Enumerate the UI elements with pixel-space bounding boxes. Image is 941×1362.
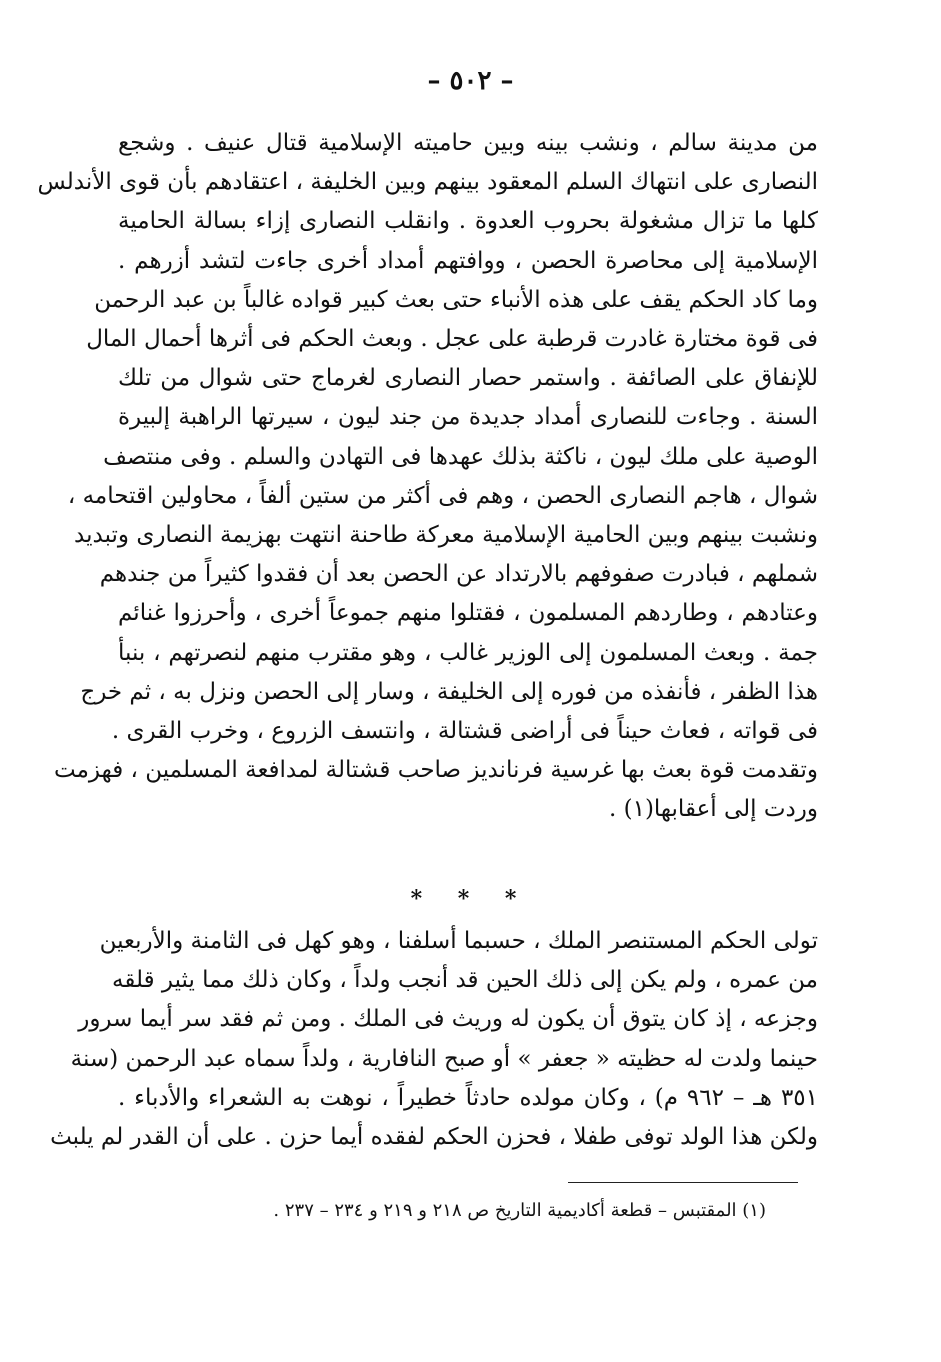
paragraph-1 (37, 124, 818, 830)
text-line: من عمره ، ولم يكن إلى ذلك الحين قد أنجب ولداً ، وكان ذلك مما يثير قلقه (112, 967, 818, 994)
text-line: وردت إلى أعقابها(١) . (608, 796, 818, 823)
text-line: ٣٥١ هـ – ٩٦٢ م) ، وكان مولده حادثاً خطيراً ، نوهت به الشعراء والأدباء . (118, 1084, 818, 1111)
text-line: شملهم ، فبادرت صفوفهم بالارتداد عن الحصن بعد أن فقدوا كثيراً من جندهم (99, 561, 818, 588)
text-line: وما كاد الحكم يقف على هذه الأنباء حتى بعث كبير قواده غالباً بن عبد الرحمن (94, 286, 818, 313)
text-line: شوال ، هاجم النصارى الحصن ، وهم فى أكثر من ستين ألفاً ، محاولين اقتحامه ، (67, 482, 818, 509)
page-number: – ٥٠٢ – (427, 66, 514, 96)
text-line: ونشبت بينهم وبين الحامية الإسلامية معركة طاحنة انتهت بهزيمة النصارى وتبديد (74, 522, 818, 549)
text-line: ولكن هذا الولد توفى طفلا ، فحزن الحكم لفقده أيما حزن . على أن القدر لم يلبث (50, 1124, 818, 1151)
text-line: من مدينة سالم ، ونشب بينه وبين حاميته الإسلامية قتال عنيف . وشجع (118, 130, 818, 156)
text-line: هذا الظفر ، فأنفذه من فوره إلى الخليفة ، وسار إلى الحصن ونزل به ، ثم خرج (80, 678, 818, 705)
text-line: وتقدمت قوة بعث بها غرسية فرنانديز صاحب قشتالة لمدافعة المسلمين ، فهزمت (54, 757, 818, 784)
text-line: الوصية على ملك ليون ، ناكثة بذلك عهدها فى التهادن والسلم . وفى منتصف (103, 443, 818, 470)
text-line: وعتادهم ، وطاردهم المسلمون ، فقتلوا منهم جموعاً أخرى ، وأحرزوا غنائم (118, 600, 818, 627)
text-line: حينما ولدت له حظيته « جعفر » أو صبح النافارية ، ولداً سماه عبد الرحمن (سنة (70, 1045, 818, 1072)
footnote: (١) المقتبس – قطعة أكاديمية التاريخ ص ٢١٨ و ٢١٩ و ٢٣٤ – ٢٣٧ . (273, 1200, 766, 1221)
text-line: كلها ما تزال مشغولة بحروب العدوة . وانقلب النصارى إزاء بسالة الحامية (118, 208, 818, 235)
text-line: وجزعه ، إذ كان يتوق أن يكون له وريث فى الملك . ومن ثم فقد سر أيما سرور (78, 1006, 818, 1033)
text-line: السنة . وجاءت للنصارى أمداد جديدة من جند ليون ، سيرتها الراهبة إلبيرة (118, 404, 818, 431)
footnote-divider (568, 1182, 798, 1183)
text-line: فى قواته ، فعاث حيناً فى أراضى قشتالة ، وانتسف الزروع ، وخرب القرى . (111, 718, 818, 745)
section-separator: * * * (410, 886, 531, 912)
paragraph-2 (50, 922, 818, 1157)
text-line: الإسلامية إلى محاصرة الحصن ، ووافتهم أمداد أخرى جاءت لتشد أزرهم . (118, 247, 818, 274)
text-line: تولى الحكم المستنصر الملك ، حسبما أسلفنا ، وهو كهل فى الثامنة والأربعين (99, 928, 818, 954)
text-line: للإنفاق على الصائفة . واستمر حصار النصارى لغرماج حتى شوال من تلك (118, 365, 818, 392)
text-line: جمة . وبعث المسلمون إلى الوزير غالب ، وهو مقترب منهم لنصرتهم ، بنبأ (118, 639, 818, 666)
text-line: النصارى على انتهاك السلم المعقود بينهم وبين الخليفة ، اعتقادهم بأن قوى الأندلس (37, 169, 818, 196)
text-line: فى قوة مختارة غادرت قرطبة على عجل . وبعث الحكم فى أثرها أحمال المال (86, 326, 818, 353)
